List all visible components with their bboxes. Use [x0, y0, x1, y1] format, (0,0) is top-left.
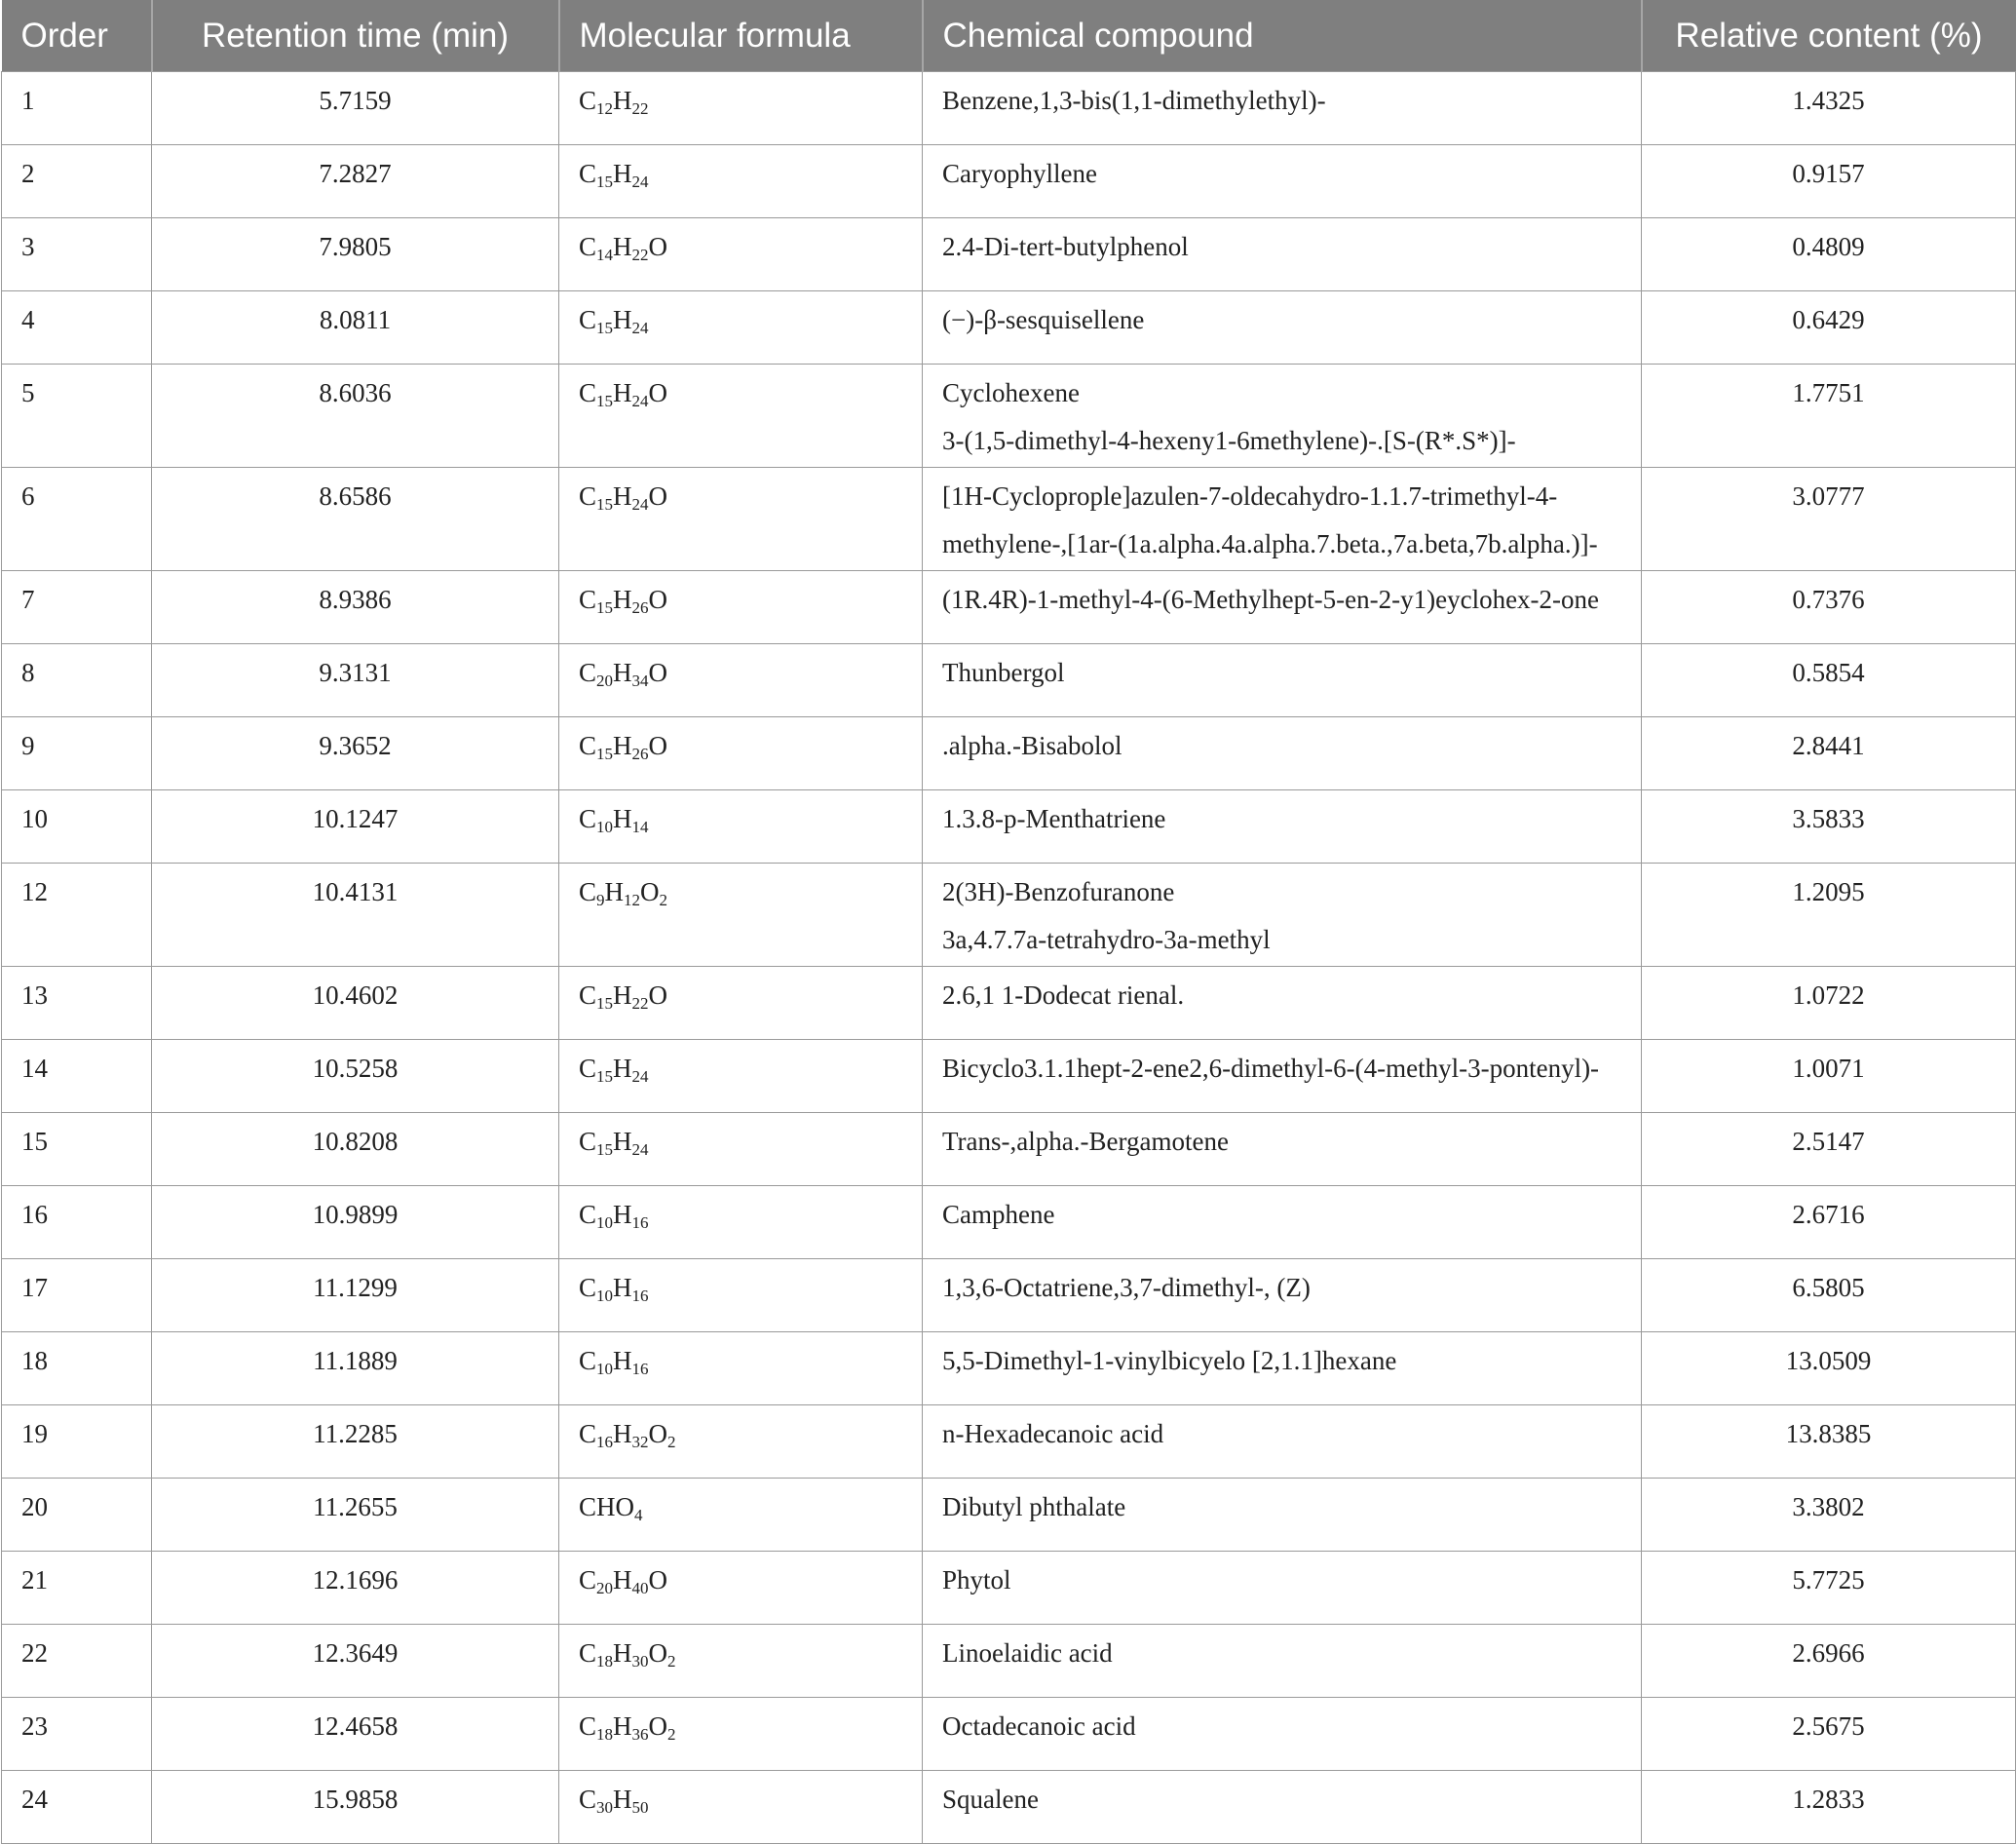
formula-element: H — [613, 232, 632, 261]
compound-line: (1R.4R)-1-methyl-4-(6-Methylhept-5-en-2-y1)eyclohex-2-one — [942, 585, 1600, 614]
formula-element: O — [648, 980, 668, 1010]
cell-molecular-formula — [559, 571, 923, 644]
cell-chemical-compound — [923, 1405, 1642, 1479]
table-body — [2, 72, 2016, 1844]
cell-relative-content: 2.5675 — [1642, 1698, 2016, 1771]
compound-line: Squalene — [942, 1785, 1039, 1814]
table-row — [2, 1332, 2016, 1405]
cell-order: 5 — [2, 365, 152, 468]
formula-element: C — [579, 1638, 597, 1668]
table-row — [2, 218, 2016, 291]
cell-molecular-formula — [559, 717, 923, 790]
formula-subscript: 24 — [631, 392, 649, 410]
formula-element: C — [579, 1419, 597, 1448]
cell-molecular-formula — [559, 644, 923, 717]
cell-order: 13 — [2, 967, 152, 1040]
cell-chemical-compound — [923, 468, 1642, 571]
formula-subscript: 2 — [659, 891, 668, 909]
cell-order: 12 — [2, 864, 152, 967]
table-row — [2, 1113, 2016, 1186]
cell-retention-time: 7.2827 — [152, 145, 559, 218]
cell-relative-content: 2.6716 — [1642, 1186, 2016, 1259]
formula-element: H — [613, 804, 632, 833]
table-row — [2, 1698, 2016, 1771]
cell-chemical-compound — [923, 1259, 1642, 1332]
formula-subscript: 15 — [596, 1140, 614, 1159]
compound-line: 1.3.8-p-Menthatriene — [942, 804, 1166, 833]
formula-subscript: 36 — [631, 1725, 649, 1744]
cell-relative-content: 1.7751 — [1642, 365, 2016, 468]
cell-molecular-formula — [559, 72, 923, 145]
compound-line: Linoelaidic acid — [942, 1638, 1113, 1668]
formula-element: O — [648, 1419, 668, 1448]
cell-order: 17 — [2, 1259, 152, 1332]
cell-retention-time: 10.4131 — [152, 864, 559, 967]
formula-subscript: 18 — [596, 1652, 614, 1671]
cell-molecular-formula — [559, 365, 923, 468]
formula-subscript: 15 — [596, 392, 614, 410]
formula-element: H — [613, 1054, 632, 1083]
formula-element: C — [579, 658, 597, 687]
cell-order: 19 — [2, 1405, 152, 1479]
formula-subscript: 10 — [596, 818, 614, 836]
cell-order: 8 — [2, 644, 152, 717]
cell-molecular-formula — [559, 1625, 923, 1698]
formula-element: C — [579, 1711, 597, 1741]
formula-subscript: 16 — [631, 1213, 649, 1232]
cell-relative-content: 0.9157 — [1642, 145, 2016, 218]
cell-retention-time: 10.5258 — [152, 1040, 559, 1113]
formula-subscript: 20 — [596, 1579, 614, 1597]
compound-line: Trans-,alpha.-Bergamotene — [942, 1127, 1229, 1156]
cell-relative-content: 0.5854 — [1642, 644, 2016, 717]
table-row — [2, 72, 2016, 145]
formula-element: C — [579, 585, 597, 614]
formula-element: C — [579, 980, 597, 1010]
compound-line: Camphene — [942, 1200, 1055, 1229]
table-row — [2, 1186, 2016, 1259]
header-retention-time: Retention time (min) — [152, 0, 559, 72]
cell-relative-content: 1.4325 — [1642, 72, 2016, 145]
cell-retention-time: 15.9858 — [152, 1771, 559, 1844]
table-row — [2, 145, 2016, 218]
formula-element: C — [579, 1127, 597, 1156]
cell-molecular-formula — [559, 1113, 923, 1186]
cell-molecular-formula — [559, 1040, 923, 1113]
cell-order: 16 — [2, 1186, 152, 1259]
compound-line: n-Hexadecanoic acid — [942, 1419, 1164, 1448]
formula-subscript: 30 — [596, 1798, 614, 1817]
cell-molecular-formula — [559, 1552, 923, 1625]
cell-chemical-compound — [923, 717, 1642, 790]
formula-element: O — [640, 877, 660, 906]
formula-element: H — [613, 731, 632, 760]
cell-chemical-compound — [923, 1040, 1642, 1113]
cell-chemical-compound — [923, 72, 1642, 145]
cell-molecular-formula — [559, 1332, 923, 1405]
compound-line: 3a,4.7.7a-tetrahydro-3a-methyl — [942, 925, 1271, 954]
cell-order: 24 — [2, 1771, 152, 1844]
cell-retention-time: 8.0811 — [152, 291, 559, 365]
formula-subscript: 16 — [596, 1433, 614, 1451]
cell-molecular-formula — [559, 1186, 923, 1259]
formula-element: C — [579, 1565, 597, 1594]
formula-subscript: 15 — [596, 495, 614, 514]
formula-subscript: 2 — [667, 1652, 676, 1671]
cell-retention-time: 12.3649 — [152, 1625, 559, 1698]
formula-subscript: 2 — [667, 1725, 676, 1744]
table-row — [2, 967, 2016, 1040]
cell-relative-content: 3.0777 — [1642, 468, 2016, 571]
cell-order: 21 — [2, 1552, 152, 1625]
cell-retention-time: 10.9899 — [152, 1186, 559, 1259]
compound-line: Octadecanoic acid — [942, 1711, 1136, 1741]
formula-subscript: 16 — [631, 1287, 649, 1305]
header-molecular-formula: Molecular formula — [559, 0, 923, 72]
cell-relative-content: 13.8385 — [1642, 1405, 2016, 1479]
formula-element: C — [579, 232, 597, 261]
table-header — [2, 0, 2016, 72]
cell-molecular-formula — [559, 790, 923, 864]
cell-order: 3 — [2, 218, 152, 291]
compound-line: (−)-β-sesquisellene — [942, 305, 1145, 334]
cell-relative-content: 0.4809 — [1642, 218, 2016, 291]
formula-element: C — [579, 1054, 597, 1083]
compound-line: [1H-Cycloprople]azulen-7-oldecahydro-1.1.7-trimethyl-4- — [942, 481, 1558, 511]
cell-chemical-compound — [923, 644, 1642, 717]
compound-line: Cyclohexene — [942, 378, 1080, 407]
cell-relative-content: 1.2095 — [1642, 864, 2016, 967]
formula-subscript: 15 — [596, 173, 614, 191]
formula-subscript: 24 — [631, 1140, 649, 1159]
formula-element: H — [613, 585, 632, 614]
compound-line: Benzene,1,3-bis(1,1-dimethylethyl)- — [942, 86, 1326, 115]
formula-element: H — [613, 1785, 632, 1814]
cell-molecular-formula — [559, 967, 923, 1040]
cell-molecular-formula — [559, 1479, 923, 1552]
formula-subscript: 24 — [631, 173, 649, 191]
cell-chemical-compound — [923, 218, 1642, 291]
table-row — [2, 1625, 2016, 1698]
formula-subscript: 12 — [624, 891, 641, 909]
compound-line: 2.6,1 1-Dodecat rienal. — [942, 980, 1185, 1010]
formula-subscript: 9 — [596, 891, 605, 909]
table-row — [2, 571, 2016, 644]
formula-element: O — [648, 731, 668, 760]
cell-relative-content: 2.8441 — [1642, 717, 2016, 790]
table-row — [2, 717, 2016, 790]
formula-element: C — [579, 378, 597, 407]
formula-subscript: 50 — [631, 1798, 649, 1817]
formula-subscript: 15 — [596, 994, 614, 1013]
cell-chemical-compound — [923, 1113, 1642, 1186]
compound-line: Bicyclo3.1.1hept-2-ene2,6-dimethyl-6-(4-methyl-3-pontenyl)- — [942, 1054, 1600, 1083]
table-row — [2, 1771, 2016, 1844]
formula-element: H — [613, 159, 632, 188]
cell-molecular-formula — [559, 468, 923, 571]
formula-subscript: 15 — [596, 319, 614, 337]
cell-order: 1 — [2, 72, 152, 145]
cell-retention-time: 8.6586 — [152, 468, 559, 571]
cell-retention-time: 5.7159 — [152, 72, 559, 145]
cell-retention-time: 11.1889 — [152, 1332, 559, 1405]
cell-relative-content: 6.5805 — [1642, 1259, 2016, 1332]
cell-order: 22 — [2, 1625, 152, 1698]
formula-element: C — [579, 159, 597, 188]
compound-line: Dibutyl phthalate — [942, 1492, 1126, 1521]
compound-line: Thunbergol — [942, 658, 1065, 687]
cell-retention-time: 12.4658 — [152, 1698, 559, 1771]
cell-retention-time: 8.6036 — [152, 365, 559, 468]
table-row — [2, 864, 2016, 967]
header-chemical-compound: Chemical compound — [923, 0, 1642, 72]
table-row — [2, 644, 2016, 717]
formula-subscript: 14 — [596, 246, 614, 264]
cell-relative-content: 1.2833 — [1642, 1771, 2016, 1844]
formula-subscript: 24 — [631, 1067, 649, 1086]
cell-order: 2 — [2, 145, 152, 218]
formula-subscript: 10 — [596, 1213, 614, 1232]
cell-relative-content: 3.3802 — [1642, 1479, 2016, 1552]
cell-order: 20 — [2, 1479, 152, 1552]
cell-relative-content: 1.0722 — [1642, 967, 2016, 1040]
formula-element: H — [613, 1346, 632, 1375]
formula-subscript: 22 — [631, 994, 649, 1013]
compound-line: 2(3H)-Benzofuranone — [942, 877, 1175, 906]
cell-molecular-formula — [559, 864, 923, 967]
cell-chemical-compound — [923, 1186, 1642, 1259]
cell-relative-content: 2.6966 — [1642, 1625, 2016, 1698]
formula-element: H — [613, 1565, 632, 1594]
compound-table — [1, 0, 2016, 1844]
formula-subscript: 2 — [667, 1433, 676, 1451]
cell-chemical-compound — [923, 1332, 1642, 1405]
formula-element: H — [613, 305, 632, 334]
formula-element: O — [648, 1711, 668, 1741]
cell-chemical-compound — [923, 571, 1642, 644]
compound-line: methylene-,[1ar-(1a.alpha.4a.alpha.7.beta.,7a.beta,7b.alpha.)]- — [942, 529, 1598, 558]
formula-element: C — [579, 1785, 597, 1814]
formula-element: H — [613, 378, 632, 407]
formula-element: O — [648, 585, 668, 614]
formula-element: O — [648, 1565, 668, 1594]
cell-order: 9 — [2, 717, 152, 790]
compound-line: Phytol — [942, 1565, 1011, 1594]
cell-molecular-formula — [559, 145, 923, 218]
formula-element: C — [579, 877, 597, 906]
formula-element: H — [613, 1127, 632, 1156]
cell-retention-time: 10.1247 — [152, 790, 559, 864]
table-row — [2, 1552, 2016, 1625]
cell-chemical-compound — [923, 1698, 1642, 1771]
cell-order: 7 — [2, 571, 152, 644]
compound-line: 3-(1,5-dimethyl-4-hexeny1-6methylene)-.[S-(R*.S*)]- — [942, 426, 1516, 455]
cell-chemical-compound — [923, 790, 1642, 864]
formula-subscript: 22 — [631, 99, 649, 118]
formula-element: CHO — [579, 1492, 635, 1521]
cell-chemical-compound — [923, 967, 1642, 1040]
cell-retention-time: 11.2655 — [152, 1479, 559, 1552]
compound-line: 1,3,6-Octatriene,3,7-dimethyl-, (Z) — [942, 1273, 1311, 1302]
formula-element: H — [613, 1419, 632, 1448]
formula-element: C — [579, 481, 597, 511]
formula-element: C — [579, 804, 597, 833]
formula-element: C — [579, 86, 597, 115]
formula-element: O — [648, 481, 668, 511]
cell-relative-content: 5.7725 — [1642, 1552, 2016, 1625]
cell-chemical-compound — [923, 864, 1642, 967]
formula-subscript: 26 — [631, 745, 649, 763]
cell-relative-content: 13.0509 — [1642, 1332, 2016, 1405]
cell-molecular-formula — [559, 1698, 923, 1771]
formula-element: H — [613, 658, 632, 687]
formula-subscript: 40 — [631, 1579, 649, 1597]
formula-subscript: 10 — [596, 1360, 614, 1378]
header-order: Order — [2, 0, 152, 72]
cell-retention-time: 9.3131 — [152, 644, 559, 717]
cell-retention-time: 11.2285 — [152, 1405, 559, 1479]
table-row — [2, 365, 2016, 468]
header-relative-content: Relative content (%) — [1642, 0, 2016, 72]
table-row — [2, 1405, 2016, 1479]
cell-chemical-compound — [923, 1625, 1642, 1698]
cell-molecular-formula — [559, 1771, 923, 1844]
compound-line: Caryophyllene — [942, 159, 1097, 188]
cell-order: 14 — [2, 1040, 152, 1113]
cell-relative-content: 2.5147 — [1642, 1113, 2016, 1186]
table-row — [2, 468, 2016, 571]
formula-subscript: 26 — [631, 598, 649, 617]
compound-line: .alpha.-Bisabolol — [942, 731, 1122, 760]
formula-element: O — [648, 378, 668, 407]
cell-retention-time: 8.9386 — [152, 571, 559, 644]
formula-element: O — [648, 1638, 668, 1668]
cell-order: 15 — [2, 1113, 152, 1186]
formula-subscript: 34 — [631, 672, 649, 690]
cell-retention-time: 11.1299 — [152, 1259, 559, 1332]
cell-relative-content: 0.7376 — [1642, 571, 2016, 644]
cell-retention-time: 10.4602 — [152, 967, 559, 1040]
cell-order: 23 — [2, 1698, 152, 1771]
formula-element: H — [613, 1638, 632, 1668]
formula-element: H — [613, 1711, 632, 1741]
formula-element: C — [579, 1346, 597, 1375]
cell-chemical-compound — [923, 1552, 1642, 1625]
formula-element: C — [579, 1273, 597, 1302]
cell-order: 6 — [2, 468, 152, 571]
table-row — [2, 790, 2016, 864]
formula-subscript: 15 — [596, 598, 614, 617]
table-row — [2, 1479, 2016, 1552]
formula-subscript: 14 — [631, 818, 649, 836]
formula-subscript: 32 — [631, 1433, 649, 1451]
formula-element: H — [613, 86, 632, 115]
cell-chemical-compound — [923, 365, 1642, 468]
formula-element: H — [613, 980, 632, 1010]
cell-molecular-formula — [559, 291, 923, 365]
cell-chemical-compound — [923, 1479, 1642, 1552]
formula-element: O — [648, 658, 668, 687]
cell-retention-time: 9.3652 — [152, 717, 559, 790]
cell-order: 10 — [2, 790, 152, 864]
formula-subscript: 12 — [596, 99, 614, 118]
cell-relative-content: 1.0071 — [1642, 1040, 2016, 1113]
formula-subscript: 18 — [596, 1725, 614, 1744]
formula-subscript: 24 — [631, 495, 649, 514]
cell-molecular-formula — [559, 218, 923, 291]
formula-subscript: 30 — [631, 1652, 649, 1671]
formula-element: C — [579, 1200, 597, 1229]
cell-order: 18 — [2, 1332, 152, 1405]
table-row — [2, 1259, 2016, 1332]
formula-subscript: 15 — [596, 745, 614, 763]
formula-element: H — [613, 481, 632, 511]
cell-chemical-compound — [923, 145, 1642, 218]
formula-subscript: 20 — [596, 672, 614, 690]
formula-element: H — [604, 877, 625, 906]
formula-element: C — [579, 731, 597, 760]
cell-retention-time: 12.1696 — [152, 1552, 559, 1625]
formula-subscript: 16 — [631, 1360, 649, 1378]
formula-element: H — [613, 1273, 632, 1302]
formula-subscript: 24 — [631, 319, 649, 337]
cell-retention-time: 10.8208 — [152, 1113, 559, 1186]
cell-retention-time: 7.9805 — [152, 218, 559, 291]
formula-subscript: 15 — [596, 1067, 614, 1086]
formula-element: H — [613, 1200, 632, 1229]
formula-subscript: 4 — [634, 1506, 643, 1524]
cell-molecular-formula — [559, 1259, 923, 1332]
formula-subscript: 22 — [631, 246, 649, 264]
table-row — [2, 1040, 2016, 1113]
cell-chemical-compound — [923, 1771, 1642, 1844]
header-row — [2, 0, 2016, 72]
cell-relative-content: 3.5833 — [1642, 790, 2016, 864]
compound-line: 5,5-Dimethyl-1-vinylbicyelo [2,1.1]hexane — [942, 1346, 1397, 1375]
cell-molecular-formula — [559, 1405, 923, 1479]
formula-subscript: 10 — [596, 1287, 614, 1305]
formula-element: O — [648, 232, 668, 261]
cell-relative-content: 0.6429 — [1642, 291, 2016, 365]
table-row — [2, 291, 2016, 365]
formula-element: C — [579, 305, 597, 334]
compound-line: 2.4-Di-tert-butylphenol — [942, 232, 1189, 261]
cell-order: 4 — [2, 291, 152, 365]
cell-chemical-compound — [923, 291, 1642, 365]
